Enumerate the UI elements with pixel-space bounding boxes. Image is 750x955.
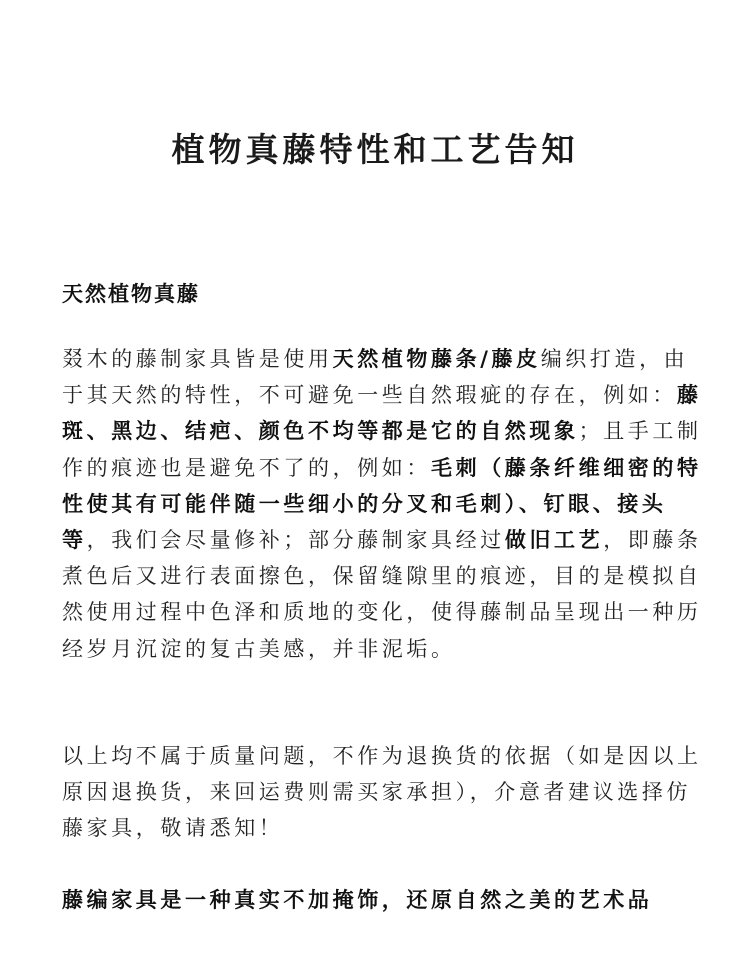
para1-bold-handmade-marks: 毛刺（藤条纤维细密的特性使其有可能伴随一些细小的分叉和毛刺）、钉眼、接头等: [62, 455, 702, 553]
para1-bold-aging-craft: 做旧工艺: [504, 528, 604, 553]
para1-bold-material: 天然植物藤条/藤皮: [332, 347, 541, 371]
section-heading: 天然植物真藤: [62, 281, 200, 306]
para1-text-5: ，即藤条煮色后又进行表面擦色，保留缝隙里的痕迹，目的是模拟自然使用过程中色泽和质地的变化，使得藤制品呈现出一种历经岁月沉淀的复古美感，并非泥垢。: [62, 528, 702, 661]
page-title: 植物真藤特性和工艺告知: [171, 130, 579, 169]
return-policy-paragraph: 以上均不属于质量问题，不作为退换货的依据（如是因以上原因退换货，来回运费则需买家承担），介意者建议选择仿藤家具，敬请悉知！: [62, 744, 702, 841]
natural-rattan-paragraph: [62, 341, 712, 667]
para1-text-1: 叕木的藤制家具皆是使用: [62, 347, 333, 371]
para1-text-4: ，我们会尽量修补；部分藤制家具经过: [86, 528, 505, 553]
closing-statement: 藤编家具是一种真实不加掩饰，还原自然之美的艺术品: [62, 888, 653, 912]
para1-text-3: ；且手工制作的痕迹也是避免不了的，例如：: [62, 419, 702, 480]
para1-text-2: 编织打造，由于其天然的特性，不可避免一些自然瑕疵的存在，例如：: [62, 347, 689, 408]
para1-bold-natural-marks: 藤斑、黑边、结疤、颜色不均等都是它的自然现象: [62, 383, 702, 444]
